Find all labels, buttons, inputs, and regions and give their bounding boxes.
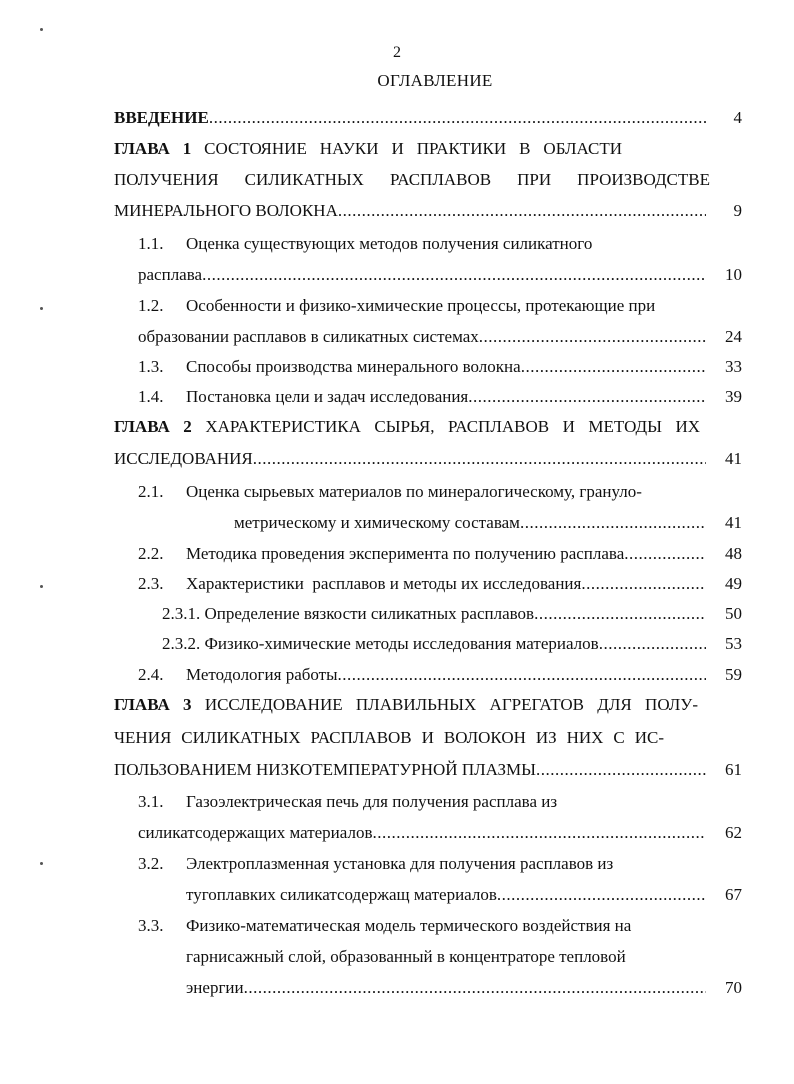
chapter-1-line-2: ПОЛУЧЕНИЯ СИЛИКАТНЫХ РАСПЛАВОВ ПРИ ПРОИЗВОДСТВЕ xyxy=(114,170,710,189)
section-1-1-line-1[interactable] xyxy=(138,233,592,255)
leader-dots xyxy=(497,884,706,906)
entry-page: 41 xyxy=(725,513,742,532)
section-title: Особенности и физико-химические процессы, протекающие при xyxy=(186,296,656,315)
section-2-3-2[interactable] xyxy=(162,633,706,655)
scan-mark xyxy=(40,862,43,865)
chapter-title-end: ИССЛЕДОВАНИЯ xyxy=(114,449,253,468)
section-title: Характеристики расплавов и методы их исследования xyxy=(186,574,582,593)
entry-page: 49 xyxy=(725,574,742,593)
section-number: 2.3. xyxy=(138,574,164,593)
section-title-end: расплава xyxy=(138,265,203,284)
chapter-1-line-3 xyxy=(114,200,706,222)
section-3-3-line-3 xyxy=(186,977,706,999)
section-title: Методика проведения эксперимента по получению расплава xyxy=(186,544,625,563)
chapter-title: ХАРАКТЕРИСТИКА СЫРЬЯ, РАСПЛАВОВ И МЕТОДЫ ИХ xyxy=(205,417,701,436)
section-number: 3.2. xyxy=(138,854,164,873)
entry-page: 4 xyxy=(733,108,742,127)
chapter-3-line-3 xyxy=(114,759,706,781)
chapter-title: СОСТОЯНИЕ НАУКИ И ПРАКТИКИ В ОБЛАСТИ xyxy=(204,139,622,158)
scan-mark xyxy=(40,307,43,310)
section-title: Оценка существующих методов получения силикатного xyxy=(186,234,593,253)
leader-dots xyxy=(581,573,706,595)
section-2-4[interactable] xyxy=(138,664,706,686)
entry-page: 10 xyxy=(725,265,742,284)
leader-dots xyxy=(202,264,706,286)
section-title: Способы производства минерального волокна xyxy=(186,357,521,376)
section-2-1-line-1[interactable] xyxy=(138,481,642,503)
entry-page: 33 xyxy=(725,357,742,376)
entry-page: 70 xyxy=(725,978,742,997)
section-title-end: энергии xyxy=(186,978,244,997)
section-number: 2.2. xyxy=(138,544,164,563)
section-1-3[interactable] xyxy=(138,356,706,378)
leader-dots xyxy=(534,603,706,625)
section-number: 2.1. xyxy=(138,482,164,501)
chapter-label: ГЛАВА 2 xyxy=(114,417,192,436)
entry-page: 39 xyxy=(725,387,742,406)
section-number: 1.1. xyxy=(138,234,164,253)
section-title: Постановка цели и задач исследования xyxy=(186,387,469,406)
chapter-2-line-1[interactable] xyxy=(114,416,700,438)
section-number: 3.1. xyxy=(138,792,164,811)
chapter-label: ГЛАВА 1 xyxy=(114,139,192,158)
toc-title: ОГЛАВЛЕНИЕ xyxy=(377,71,493,90)
section-title: Оценка сырьевых материалов по минералогическому, грануло- xyxy=(186,482,642,501)
section-title: Электроплазменная установка для получения расплавов из xyxy=(186,854,614,873)
leader-dots xyxy=(244,977,706,999)
section-3-1-line-1[interactable] xyxy=(138,791,557,813)
entry-page: 59 xyxy=(725,665,742,684)
section-title: Газоэлектрическая печь для получения расплава из xyxy=(186,792,558,811)
section-title-end: силикатсодержащих материалов xyxy=(138,823,373,842)
entry-page: 24 xyxy=(725,327,742,346)
leader-dots xyxy=(468,386,706,408)
chapter-title-end: МИНЕРАЛЬНОГО ВОЛОКНА xyxy=(114,201,338,220)
section-2-1-line-2 xyxy=(234,512,706,534)
section-title-end: метрическому и химическому составам xyxy=(234,513,520,532)
chapter-3-line-2: ЧЕНИЯ СИЛИКАТНЫХ РАСПЛАВОВ И ВОЛОКОН ИЗ НИХ С ИС- xyxy=(114,728,664,747)
section-1-4[interactable] xyxy=(138,386,706,408)
section-number: 2.4. xyxy=(138,665,164,684)
leader-dots xyxy=(624,543,706,565)
section-1-2-line-1[interactable] xyxy=(138,295,655,317)
section-title-end: тугоплавких силикатсодержащ материалов xyxy=(186,885,497,904)
section-number: 2.3.2. xyxy=(162,634,201,653)
section-2-3[interactable] xyxy=(138,573,706,595)
section-1-1-line-2 xyxy=(138,264,706,286)
chapter-3-line-1[interactable] xyxy=(114,694,698,716)
leader-dots xyxy=(209,107,706,129)
section-2-2[interactable] xyxy=(138,543,706,565)
section-number: 1.2. xyxy=(138,296,164,315)
chapter-1-line-1[interactable] xyxy=(114,138,622,160)
entry-label: ВВЕДЕНИЕ xyxy=(114,108,209,127)
section-1-2-line-2 xyxy=(138,326,706,348)
chapter-title-end: ПОЛЬЗОВАНИЕМ НИЗКОТЕМПЕРАТУРНОЙ ПЛАЗМЫ xyxy=(114,760,536,779)
section-3-3-line-2: гарнисажный слой, образованный в концентраторе тепловой xyxy=(186,947,626,966)
entry-page: 41 xyxy=(725,449,742,468)
page-number: 2 xyxy=(393,44,401,61)
leader-dots xyxy=(521,356,706,378)
scan-mark xyxy=(40,585,43,588)
leader-dots xyxy=(338,664,706,686)
leader-dots xyxy=(536,759,706,781)
leader-dots xyxy=(372,822,706,844)
entry-page: 48 xyxy=(725,544,742,563)
leader-dots xyxy=(479,326,706,348)
leader-dots xyxy=(253,448,706,470)
entry-page: 53 xyxy=(725,634,742,653)
entry-page: 62 xyxy=(725,823,742,842)
section-number: 3.3. xyxy=(138,916,164,935)
entry-page: 50 xyxy=(725,604,742,623)
section-number: 1.3. xyxy=(138,357,164,376)
leader-dots xyxy=(520,512,706,534)
entry-page: 61 xyxy=(725,760,742,779)
section-3-2-line-1[interactable] xyxy=(138,853,613,875)
section-2-3-1[interactable] xyxy=(162,603,706,625)
chapter-2-line-2 xyxy=(114,448,706,470)
section-number: 1.4. xyxy=(138,387,164,406)
entry-page: 67 xyxy=(725,885,742,904)
leader-dots xyxy=(599,633,706,655)
chapter-label: ГЛАВА 3 xyxy=(114,695,192,714)
section-title: Методология работы xyxy=(186,665,338,684)
section-title: Определение вязкости силикатных расплавов xyxy=(204,604,535,623)
section-title: Физико-химические методы исследования материалов xyxy=(204,634,599,653)
toc-entry-intro[interactable] xyxy=(114,107,706,129)
entry-page: 9 xyxy=(733,201,742,220)
section-3-2-line-2 xyxy=(186,884,706,906)
section-3-3-line-1[interactable] xyxy=(138,915,631,937)
section-number: 2.3.1. xyxy=(162,604,201,623)
section-title-end: образовании расплавов в силикатных системах xyxy=(138,327,479,346)
chapter-title: ИССЛЕДОВАНИЕ ПЛАВИЛЬНЫХ АГРЕГАТОВ ДЛЯ ПОЛУ- xyxy=(204,695,698,714)
section-title: Физико-математическая модель термического воздействия на xyxy=(186,916,632,935)
scan-mark xyxy=(40,28,43,31)
section-3-1-line-2 xyxy=(138,822,706,844)
leader-dots xyxy=(338,200,706,222)
